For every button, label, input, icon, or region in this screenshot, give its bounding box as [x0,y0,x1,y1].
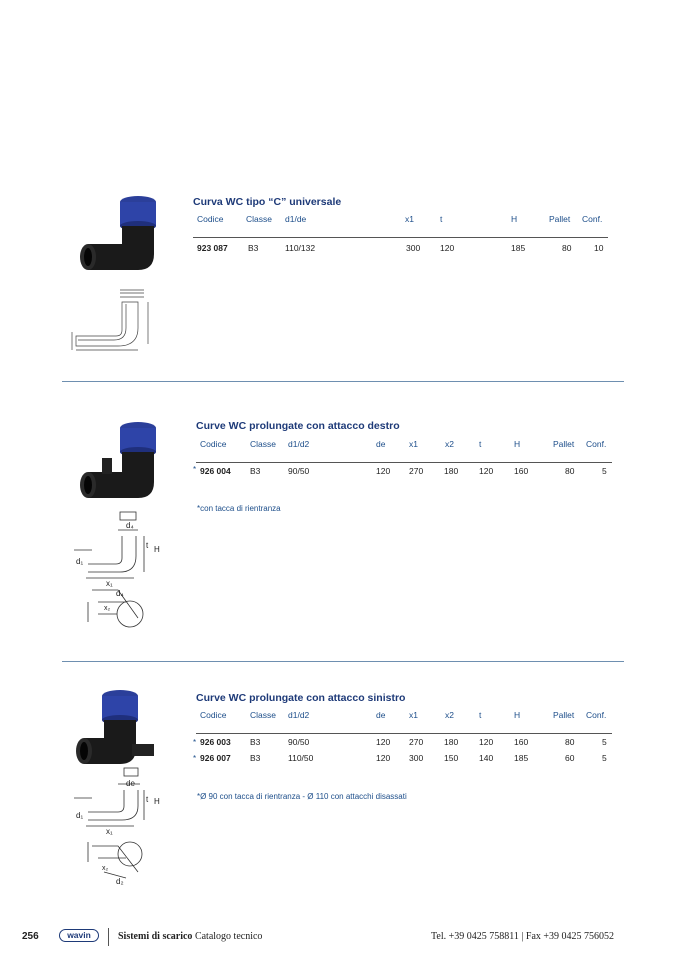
col-header-d1-d2: d1/d2 [288,439,310,449]
cell-x2: 150 [444,753,459,763]
cell-pallet: 80 [565,466,575,476]
section-divider [62,661,624,662]
col-header-codice: Codice [197,214,224,224]
cell-classe: B3 [250,753,261,763]
col-header-pallet: Pallet [553,710,575,720]
cell-x2: 180 [444,737,459,747]
cell-x1: 300 [406,243,421,253]
cell-pallet: 80 [562,243,572,253]
dim-label-x2: x₂ [102,865,109,872]
contact-info: Tel. +39 0425 758811 | Fax +39 0425 756052 [431,931,615,942]
table-header-rule [196,462,612,463]
cell-pallet: 60 [565,753,575,763]
section-title: Curve WC prolungate con attacco destro [196,420,400,432]
dim-label-h: H [154,797,160,806]
col-header-pallet: Pallet [553,439,575,449]
section-title: Curva WC tipo “C” universale [193,196,342,208]
col-header-conf: Conf. [586,710,607,720]
cell-codice: 926 007 [200,753,231,763]
cell-d1-d2: 90/50 [288,737,310,747]
col-header-t: t [479,710,482,720]
cell-de: 120 [376,466,391,476]
dim-label-de: de [126,779,135,788]
product-photo-curva-c [68,192,168,284]
col-header-h: H [514,439,521,449]
col-header-codice: Codice [200,710,227,720]
section-divider [62,381,624,382]
col-header-de: de [376,439,386,449]
cell-conf: 5 [602,753,607,763]
dim-label-d1: d₁ [76,811,84,820]
cell-d1-d2: 90/50 [288,466,310,476]
row-star-marker: * [193,738,197,747]
col-header-codice: Codice [200,439,227,449]
col-header-x2: x2 [445,710,454,720]
cell-x1: 270 [409,466,424,476]
cell-t: 140 [479,753,494,763]
table-header-rule [193,237,608,238]
cell-h: 185 [514,753,529,763]
cell-conf: 5 [602,466,607,476]
col-header-h: H [511,214,518,224]
dim-label-d4: d₄ [126,521,134,530]
col-header-classe: Classe [250,439,276,449]
cell-d1-d2: 110/50 [288,753,314,763]
col-header-pallet: Pallet [549,214,571,224]
cell-de: 120 [376,737,391,747]
row-star-marker: * [193,465,197,474]
col-header-t: t [479,439,482,449]
dim-label-t: t [146,795,149,804]
col-header-h: H [514,710,521,720]
logo-text: wavin [67,930,91,940]
col-header-d1-d2: d1/d2 [288,710,310,720]
cell-x2: 180 [444,466,459,476]
cell-classe: B3 [250,466,261,476]
cell-codice: 926 004 [200,466,231,476]
dim-label-d1: d₁ [76,557,84,566]
col-header-d1-de: d1/de [285,214,307,224]
cell-h: 185 [511,243,526,253]
technical-drawing-curva-destro [68,510,168,630]
cell-de: 120 [376,753,391,763]
col-header-classe: Classe [250,710,276,720]
col-header-conf: Conf. [582,214,603,224]
catalog-title-bold: Sistemi di scarico [118,931,193,942]
cell-pallet: 80 [565,737,575,747]
dim-label-x1: x₁ [106,827,113,836]
col-header-x2: x2 [445,439,454,449]
product-photo-curva-destro [68,418,168,510]
catalog-title [118,931,262,942]
col-header-x1: x1 [409,439,418,449]
dim-label-d4-top: d₄ [116,589,124,598]
col-header-de: de [376,710,386,720]
cell-h: 160 [514,737,529,747]
cell-x1: 270 [409,737,424,747]
cell-codice: 923 087 [197,243,228,253]
cell-d1-de: 110/132 [285,243,316,253]
dim-label-x2: x₂ [104,605,111,612]
cell-t: 120 [479,737,494,747]
row-star-marker: * [193,754,197,763]
col-header-t: t [440,214,443,224]
col-header-conf: Conf. [586,439,607,449]
table-header-rule [196,733,612,734]
cell-classe: B3 [250,737,261,747]
technical-drawing-curva-sinistro [68,766,168,888]
cell-codice: 926 003 [200,737,231,747]
technical-drawing-curva-c [68,284,168,354]
dim-label-h: H [154,545,160,554]
cell-h: 160 [514,466,529,476]
cell-conf: 10 [594,243,604,253]
cell-conf: 5 [602,737,607,747]
col-header-x1: x1 [409,710,418,720]
catalog-title-rest: Catalogo tecnico [192,931,263,942]
footer-divider [108,928,109,946]
section-title: Curve WC prolungate con attacco sinistro [196,692,406,704]
product-photo-curva-sinistro [68,686,168,778]
dim-label-d2: d₂ [116,877,124,886]
page-number: 256 [22,931,39,942]
cell-x1: 300 [409,753,424,763]
cell-classe: B3 [248,243,259,253]
col-header-classe: Classe [246,214,272,224]
cell-t: 120 [479,466,494,476]
dim-label-t: t [146,541,149,550]
col-header-x1: x1 [405,214,414,224]
section-footnote: *con tacca di rientranza [197,504,281,513]
cell-t: 120 [440,243,455,253]
wavin-logo [59,929,99,942]
dim-label-x1: x₁ [106,579,113,588]
section-footnote: *Ø 90 con tacca di rientranza - Ø 110 con attacchi disassati [197,792,407,801]
